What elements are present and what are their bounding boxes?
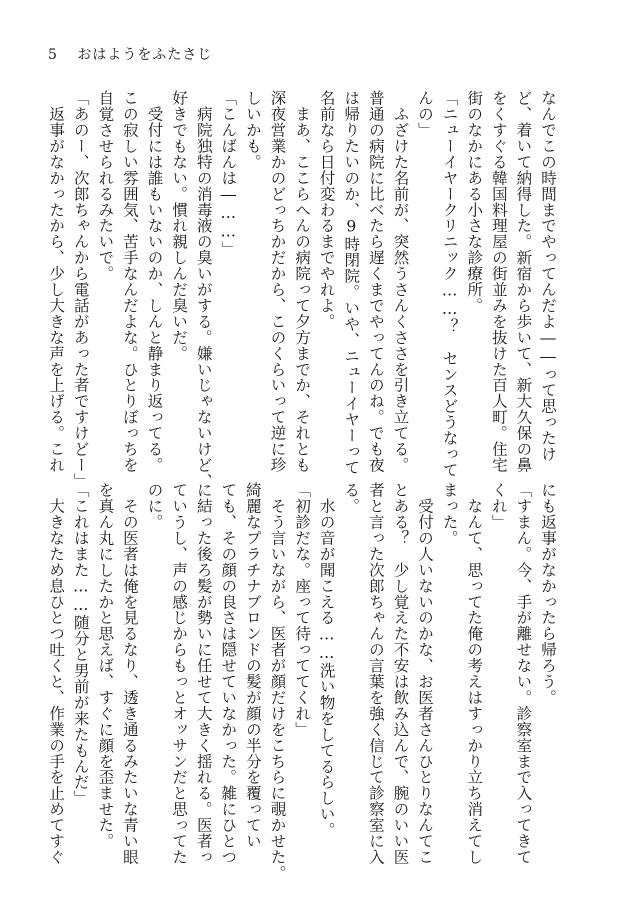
page-number: 5 [48, 47, 58, 63]
text-line: しいかも。 [243, 90, 262, 170]
text-line: を真ん丸にしたかと思えば、すぐに顔を歪ませた。 [96, 482, 115, 849]
text-line: まあ、ここらへんの病院って夕方までか、それとも [293, 90, 312, 473]
text-line: なんでこの時間までやってんだよ――って思ったけ [539, 90, 557, 462]
text-line: 「こんばんは―……」 [219, 90, 238, 257]
text-line: 病院独特の消毒液の臭いがする。嫌いじゃないけど、 [194, 90, 213, 489]
text-line: 受付の人いないのかな、お医者さんひとりなんてこ [416, 482, 435, 865]
text-line: 「初診だな。座って待っててくれ」 [293, 482, 312, 738]
text-line: んの」 [416, 90, 435, 138]
text-line: に結った後ろ髪が勢いに任せて大きく揺れる。医者っ [194, 482, 213, 865]
text-line: にも返事がなかったら帰ろう。 [539, 482, 557, 706]
text-line: 好きでもない。慣れ親しんだ臭いだ。 [170, 90, 189, 362]
text-line: 深夜営業かのどっちかだから、このくらいって逆に珍 [268, 90, 287, 473]
text-line: 街のなかにある小さな診療所。 [465, 90, 484, 314]
text-line: 返事がなかったから、少し大きな声を上げる。これ [47, 90, 66, 473]
text-line: 者と言った次郎ちゃんの言葉を強く信じて診察室に入 [366, 482, 385, 865]
book-title: おはようをふたさじ [77, 47, 213, 63]
text-line: をくすぐる韓国料理屋の街並みを抜けた百人町。住宅 [489, 90, 508, 473]
text-line: のに。 [145, 482, 164, 530]
text-line: 水の音が聞こえる……洗い物をしてるらしい。 [317, 482, 336, 838]
text-line: は帰りたいのか、9時閉院。いや、ニューイヤーって [342, 90, 361, 476]
text-line: ていうし、声の感じからもっとオッサンだと思ってた [170, 482, 189, 865]
text-line: 「あのー、次郎ちゃんから電話があった者ですけどー」 [71, 90, 90, 489]
text-line: ふざけた名前が、突然うさんくささを引き立てる。 [391, 90, 410, 473]
text-line: くれ」 [489, 482, 508, 530]
text-line: 自覚させられるみたいで。 [96, 90, 115, 282]
text-line: 受付には誰もいないのか、しんと静まり返ってる。 [145, 90, 164, 473]
running-head [48, 44, 212, 64]
text-line: 「すまん。今、手が離せない。診察室まで入ってきて [514, 482, 533, 865]
text-line: る。 [342, 482, 361, 514]
top-text-block [47, 90, 560, 489]
text-line: 「ニューイヤークリニック……？ センスどうなって [440, 90, 459, 478]
text-line: 綺麗なプラチナブロンドの髪が顔の半分を覆ってい [243, 482, 262, 849]
text-line: ど、着いて納得した。新宿から歩いて、新大久保の鼻 [514, 90, 533, 473]
text-line: とある？ 少し覚えた不安は飲み込んで、腕のいい医 [391, 482, 410, 865]
text-line: 「これはまた……随分と男前が来たもんだ」 [71, 482, 90, 806]
text-line: 普通の病院に比べたら遅くまでやってんのね。でも夜 [366, 90, 385, 473]
bottom-text-block [47, 482, 560, 881]
text-line: 名前なら日付変わるまでやれよ。 [317, 90, 336, 330]
text-line: なんて、思ってた俺の考えはすっかり立ち消えてし [465, 482, 484, 865]
text-line: この寂しい雰囲気、苦手なんだよな。ひとりぼっちを [120, 90, 139, 473]
text-line: その医者は俺を見るなり、透き通るみたいな青い眼 [120, 482, 139, 865]
text-line: ても、その顔の良さは隠せていなかった。雑にひとつ [219, 482, 238, 865]
text-line: 大きなため息ひとつ吐くと、作業の手を止めてすぐ [47, 482, 66, 865]
text-line: そう言いながら、医者が顔だけをこちらに覗かせた。 [268, 482, 287, 881]
text-line: まった。 [440, 482, 459, 546]
